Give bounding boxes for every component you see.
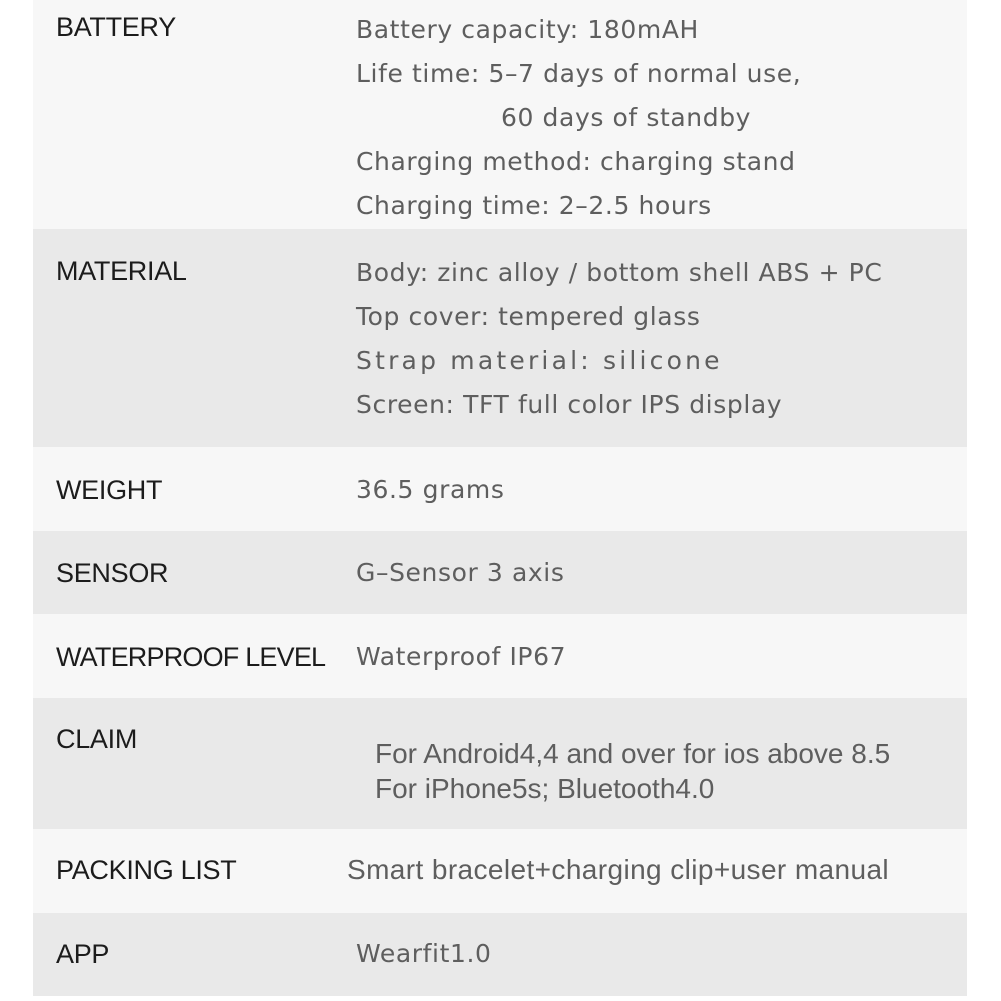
- spec-value-claim: [375, 736, 890, 806]
- battery-charging-method: Charging method: charging stand: [356, 147, 796, 176]
- battery-standby: 60 days of standby: [501, 103, 752, 132]
- claim-android: For Android4,4 and over for ios above 8.5: [375, 738, 891, 769]
- battery-life: Life time: 5–7 days of normal use,: [356, 59, 802, 88]
- spec-row-claim: [33, 698, 967, 829]
- spec-label-battery: BATTERY: [56, 12, 176, 42]
- spec-table: [33, 0, 967, 996]
- spec-label-waterproof: WATERPROOF LEVEL: [56, 642, 326, 672]
- spec-label-material: MATERIAL: [56, 256, 187, 286]
- claim-iphone: For iPhone5s; Bluetooth4.0: [375, 773, 715, 804]
- material-strap: Strap material: silicone: [356, 346, 723, 375]
- spec-row-battery: [33, 0, 967, 229]
- spec-row-packing: [33, 829, 967, 913]
- spec-value-weight: 36.5 grams: [356, 475, 505, 504]
- spec-value-sensor: G–Sensor 3 axis: [356, 558, 565, 587]
- spec-label-claim: CLAIM: [56, 724, 138, 754]
- spec-row-app: [33, 913, 967, 996]
- spec-row-sensor: [33, 531, 967, 614]
- spec-row-material: [33, 229, 967, 447]
- spec-label-packing: PACKING LIST: [56, 855, 237, 885]
- spec-value-material: [356, 251, 882, 427]
- spec-value-battery: [356, 8, 801, 228]
- spec-label-sensor: SENSOR: [56, 558, 169, 588]
- spec-label-weight: WEIGHT: [56, 475, 163, 505]
- spec-row-weight: [33, 447, 967, 531]
- battery-charging-time: Charging time: 2–2.5 hours: [356, 191, 712, 220]
- material-body: Body: zinc alloy / bottom shell ABS + PC: [356, 258, 883, 287]
- material-screen: Screen: TFT full color IPS display: [356, 390, 783, 419]
- spec-row-waterproof: [33, 614, 967, 698]
- material-top-cover: Top cover: tempered glass: [356, 302, 701, 331]
- spec-value-packing: Smart bracelet+charging clip+user manual: [347, 854, 890, 885]
- spec-value-waterproof: Waterproof IP67: [356, 642, 567, 671]
- spec-value-app: Wearfit1.0: [356, 939, 492, 968]
- spec-label-app: APP: [56, 939, 110, 969]
- battery-capacity: Battery capacity: 180mAH: [356, 15, 699, 44]
